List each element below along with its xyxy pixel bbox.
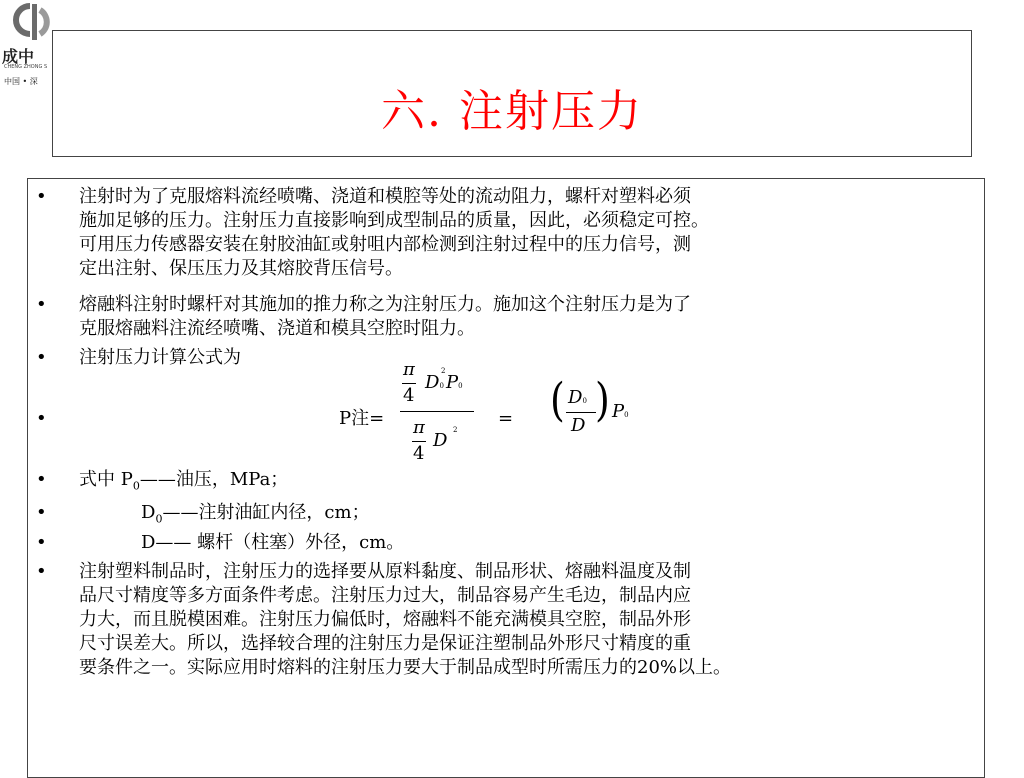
formula-intro: 注射压力计算公式为 — [79, 347, 241, 368]
slide-title: 六. 注射压力 — [381, 86, 643, 137]
left-paren: ( — [550, 373, 565, 427]
paragraph-injection-pressure-purpose: 注射时为了克服熔料流经喷嘴、浇道和模腔等处的流动阻力，螺杆对塑料必须 施加足够的压力。注射压力直接影响到成型制品的质量，因此，必须稳定可控。 可用压力传感器安装在射胶油缸或射咀内部检测到注射过程中的压力信号，测 定出注射、保压压力及其熔胶背压信号。 — [79, 186, 709, 279]
definition-d0: $D_0——$注射油缸内径，cm； — [141, 502, 370, 526]
logo-tagline: 中国 • 深 — [4, 77, 38, 86]
logo-english-name: CHENG ZHONG S — [4, 64, 48, 70]
ratio-numerator-d0: D0 — [568, 387, 587, 408]
bullet-icon: • — [36, 561, 47, 582]
exponent-2: 2 — [441, 367, 446, 375]
factor-p0: P0 — [612, 401, 629, 422]
bullet-icon: • — [36, 469, 47, 490]
definition-d: D—— 螺杆（柱塞）外径，cm。 — [141, 532, 405, 553]
four-digit: 4 — [413, 443, 425, 464]
logo-name: 成中 — [2, 47, 35, 66]
bullet-icon: • — [36, 532, 47, 553]
ratio-denominator-d: D — [571, 415, 586, 436]
formula-label: P注= — [339, 408, 385, 429]
denominator-d: D — [433, 430, 448, 451]
paragraph-pressure-selection: 注射塑料制品时，注射压力的选择要从原料黏度、制品形状、熔融料温度及制 品尺寸精度等多方面条件考虑。注射压力过大，制品容易产生毛边，制品内应 力大，而且脱模困难。注射压力偏低时，熔融料不能充满模具空腔，制品外形 尺寸误差大。所以，选择较合理的注射压力是保证注塑制品外形尺寸精度的重 要条件之一。实际应用时熔料的注射压力要大于制品成型时所需压力的20%以上。 — [79, 561, 732, 678]
definition-p0: 式中 $P_0——$油压，MPa； — [79, 469, 289, 493]
exponent-2: 2 — [453, 426, 458, 434]
right-paren: ) — [595, 373, 610, 427]
bullet-icon: • — [36, 347, 47, 368]
ratio-fraction-bar — [566, 412, 596, 413]
title-frame — [52, 30, 972, 157]
fraction-bar — [402, 383, 416, 384]
bullet-icon: • — [36, 294, 47, 315]
bullet-icon: • — [36, 408, 47, 429]
paragraph-injection-pressure-definition: 熔融料注射时螺杆对其施加的推力称之为注射压力。施加这个注射压力是为了 克服熔融料注流经喷嘴、浇道和模具空腔时阻力。 — [79, 294, 691, 339]
four-digit: 4 — [403, 385, 415, 406]
pi-symbol: π — [413, 417, 425, 438]
main-fraction-bar — [400, 411, 474, 412]
fraction-bar — [412, 441, 426, 442]
numerator-d0: D0 — [425, 372, 444, 393]
numerator-p0: P0 — [446, 372, 463, 393]
bullet-icon: • — [36, 186, 47, 207]
pi-symbol: π — [403, 359, 415, 380]
bullet-icon: • — [36, 502, 47, 523]
formula-equals: = — [498, 408, 514, 429]
content-frame — [27, 178, 985, 778]
